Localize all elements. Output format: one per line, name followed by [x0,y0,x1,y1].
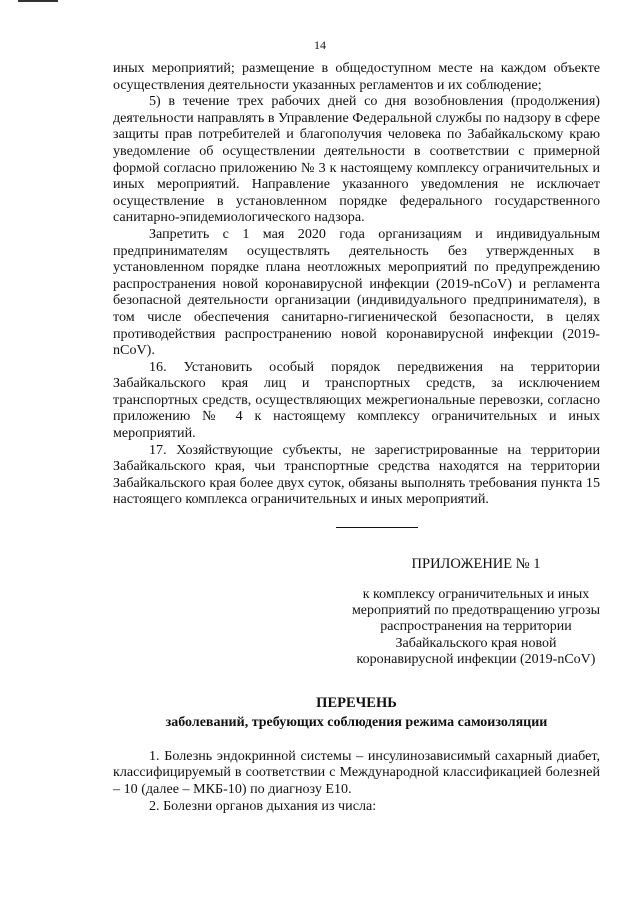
appendix-header [346,556,606,669]
page-number: 14 [314,38,326,52]
list-item: 2. Болезни органов дыхания из числа: [149,797,377,814]
paragraph-prohibition: Запретить с 1 мая 2020 года организациям и индивидуальным предпринимателям осуществлять деятельность без утвержденных в установленном порядке плана неотложных мероприятий по предупреждению распространения новой коронавирусной инфекции (2019-nCoV) и регламента безопасной деятельности организации (индивидуального предпринимателя), в том числе обеспечения санитарно-гигиенической безопасности, в целях противодействия распространению новой коронавирусной инфекции (2019-nCoV). [113,225,600,359]
list-subtitle: заболеваний, требующих соблюдения режима самоизоляции [165,715,548,731]
paragraph-item-5: 5) в течение трех рабочих дней со дня возобновления (продолжения) деятельности направлять в Управление Федеральной службы по надзору в сфере защиты прав потребителей и благополучия человека по Забайкальскому краю уведомление об осуществлении деятельности в соответствии с примерной формой согласно приложению № 3 к настоящему комплексу ограничительных и иных мероприятий. Направление указанного уведомления не исключает осуществление в установленном порядке федерального государственного санитарно-эпидемиологического надзора. [113,93,600,226]
paragraph-item-16: 16. Установить особый порядок передвижения на территории Забайкальского края лиц и транспортных средств, за исключением транспортных средств, осуществляющих межрегиональные перевозки, согласно приложению № 4 к настоящему комплексу ограничительных и иных мероприятий. [113,358,600,442]
disease-list [113,748,600,814]
paragraph-item-17: 17. Хозяйствующие субъекты, не зарегистрированные на территории Забайкальского края, чьи транспортные средства находятся на территории Забайкальского края более двух суток, обязаны выполнять требования пункта 15 настоящего комплекса ограничительных и иных мероприятий. [113,441,600,508]
separator-line [336,527,418,528]
list-item: 1. Болезнь эндокринной системы – инсулинозависимый сахарный диабет, классифицируемый в соответствии с Международной классификацией болезней – 10 (далее – МКБ-10) по диагнозу E10. [113,747,600,798]
list-title: ПЕРЕЧЕНЬ [316,694,397,711]
appendix-subtitle: к комплексу ограничительных и иных мероприятий по предотвращению угрозы распространения на территории Забайкальского края новой коронавирусной инфекции (2019-nCoV) [351,586,601,668]
appendix-title: ПРИЛОЖЕНИЕ № 1 [411,556,541,573]
corner-mark [18,0,58,2]
paragraph-continuation: иных мероприятий; размещение в общедоступном месте на каждом объекте осуществления деятельности указанных регламентов и их соблюдение; [113,60,600,93]
document-body [113,60,600,814]
